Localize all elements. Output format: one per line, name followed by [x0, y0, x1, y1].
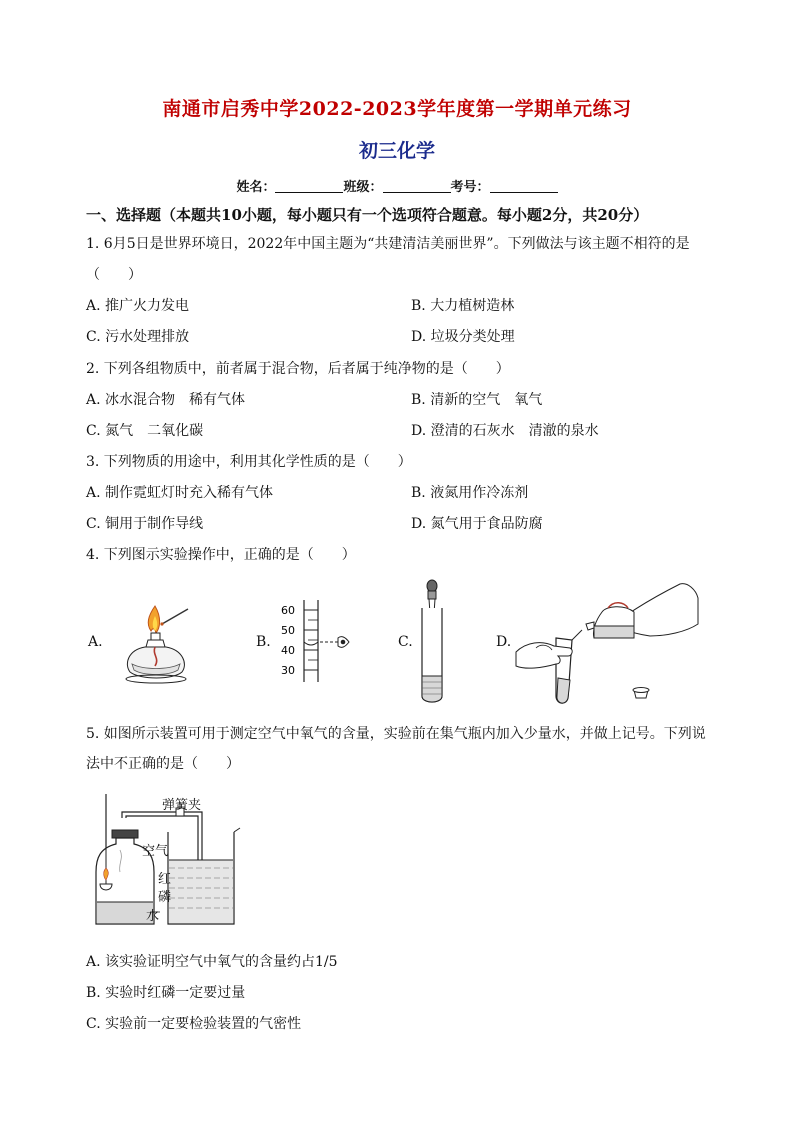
- q4-figure-label-a: A.: [88, 634, 103, 650]
- q2-option-c: C. 氮气 二氧化碳: [86, 423, 204, 439]
- q3-option-a: A. 制作霓虹灯时充入稀有气体: [86, 485, 274, 501]
- q2-option-b: B. 清新的空气 氧气: [411, 392, 543, 408]
- water-label: 水: [146, 909, 160, 924]
- q2-option-d: D. 澄清的石灰水 清澈的泉水: [411, 423, 599, 439]
- q1-stem: 1. 6月5日是世界环境日，2022年中国主题为“共建清洁美丽世界”。下列做法与该主题不相符的是: [86, 236, 690, 252]
- q1-option-b: B. 大力植树造林: [411, 298, 515, 314]
- class-blank[interactable]: [383, 180, 451, 193]
- q2-option-a: A. 冰水混合物 稀有气体: [86, 392, 246, 408]
- q3-option-d: D. 氮气用于食品防腐: [411, 516, 543, 532]
- q1-stem-bracket: （ ）: [86, 267, 142, 283]
- name-label: 姓名：: [236, 180, 276, 195]
- q4-stem: 4. 下列图示实验操作中，正确的是（ ）: [86, 547, 356, 563]
- q4-figure-label-d: D.: [496, 634, 512, 650]
- tick-label-60: 60: [281, 604, 295, 617]
- q5-option-a: A. 该实验证明空气中氧气的含量约占1/5: [86, 954, 338, 970]
- q3-stem: 3. 下列物质的用途中，利用其化学性质的是（ ）: [86, 454, 412, 470]
- red-phosphorus-label-2: 磷: [158, 890, 172, 905]
- q1-option-a: A. 推广火力发电: [86, 298, 190, 314]
- spring-clamp-label: 弹簧夹: [162, 798, 202, 813]
- exam-subject: 初三化学: [358, 140, 435, 162]
- pouring-liquid-figure: [512, 578, 708, 706]
- student-info-row: [0, 176, 794, 195]
- tick-label-30: 30: [281, 664, 295, 677]
- class-label: 班级：: [343, 180, 383, 195]
- q2-stem: 2. 下列各组物质中，前者属于混合物，后者属于纯净物的是（ ）: [86, 361, 510, 377]
- q4-figure-label-b: B.: [256, 634, 271, 650]
- red-phosphorus-label-1: 红: [158, 872, 172, 887]
- q5-stem-line2: 法中不正确的是（ ）: [86, 756, 240, 772]
- q1-option-d: D. 垃圾分类处理: [411, 329, 515, 345]
- q4-figure-label-c: C.: [398, 634, 413, 650]
- number-blank[interactable]: [490, 180, 558, 193]
- q5-option-c: C. 实验前一定要检验装置的气密性: [86, 1016, 302, 1032]
- q5-stem: 5. 如图所示装置可用于测定空气中氧气的含量，实验前在集气瓶内加入少量水，并做上记号。下列说: [86, 726, 706, 742]
- q3-option-c: C. 铜用于制作导线: [86, 516, 204, 532]
- exam-title: 南通市启秀中学2022-2023学年度第一学期单元练习: [162, 98, 632, 120]
- tick-label-40: 40: [281, 644, 295, 657]
- measuring-cylinder-figure: [270, 598, 360, 684]
- section-heading: 一、选择题（本题共10小题，每小题只有一个选项符合题意。每小题2分，共20分）: [86, 206, 649, 224]
- q3-option-b: B. 液氮用作冷冻剂: [411, 485, 529, 501]
- air-label: 空气: [142, 844, 169, 859]
- alcohol-lamp-figure: [118, 600, 198, 688]
- tick-label-50: 50: [281, 624, 295, 637]
- q1-option-c: C. 污水处理排放: [86, 329, 190, 345]
- dropper-test-tube-figure: [414, 578, 450, 706]
- q5-option-b: B. 实验时红磷一定要过量: [86, 985, 246, 1001]
- name-blank[interactable]: [275, 180, 343, 193]
- number-label: 考号：: [450, 180, 490, 195]
